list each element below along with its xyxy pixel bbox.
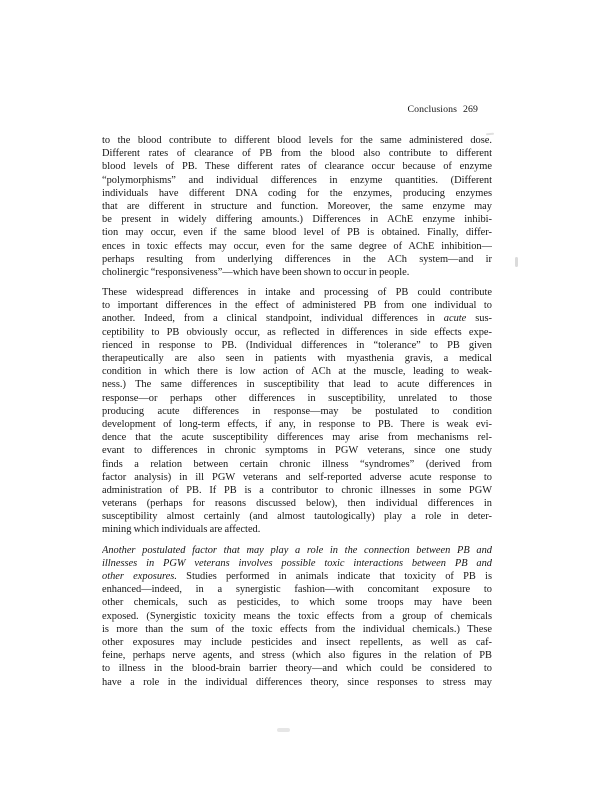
text-line: individuals have different DNA coding for the enzymes, producing enzymes [102,187,492,199]
text-line: ness.) The same differences in susceptibility that lead to acute differences in [102,379,492,391]
paragraph [102,134,492,279]
text-line: finds a relation between certain chronic illness “syndromes” (derived from [102,458,492,470]
text-line: condition in which there is low action of ACh at the muscle, leading to weak- [102,366,492,378]
text-line: These widespread differences in intake and processing of PB could contribute [102,287,492,299]
plain-text: another. Indeed, from a clinical standpoint, individual differences in [102,313,444,325]
text-line [102,557,492,570]
text-line: to illness in the blood-brain barrier theory—and which could be considered to [102,663,492,675]
page-number: 269 [463,104,478,115]
text-line: tion may occur, even if the same blood level of PB is obtained. Finally, differ- [102,227,492,239]
text-line: ences in toxic effects may occur, even for the same degree of AChE inhibition— [102,240,492,252]
scan-artifact-bottom [277,728,290,732]
scan-artifact-smudge [515,257,518,267]
text-line: administration of PB. If PB is a contributor to chronic illnesses in some PGW [102,484,492,496]
text-line: ceptibility to PB obviously occur, as reflected in differences in side effects expe- [102,326,492,338]
italic-text: Another postulated factor that may play a role in the connection between PB and [102,544,492,556]
text-line: “polymorphisms” and individual differences in enzyme quantities. (Different [102,174,492,186]
text-line: mining which individuals are affected. [102,524,261,536]
text-line: enhanced—indeed, in a synergistic fashion—with concomitant exposure to [102,584,492,596]
italic-text: illnesses in PGW veterans involves possible toxic interactions between PB and [102,557,492,569]
text-line: is more than the sum of the toxic effects from the individual chemicals.) These [102,623,492,635]
text-line: therapeutically are also seen in patients with myasthenia gravis, a medical [102,353,492,364]
text-line: have a role in the individual differences theory, since responses to stress may [102,676,492,688]
text-line: other exposures may include pesticides and insect repellents, as well as caf- [102,636,492,648]
text-line [102,570,492,583]
italic-text: other exposures. [102,571,177,582]
scan-artifact-dash [486,133,494,136]
text-line: perhaps resulting from underlying differences in the ACh system—and ir [102,253,492,265]
running-head-title: Conclusions [407,104,457,115]
text-line: cholinergic “responsiveness”—which have been shown to occur in people. [102,266,410,278]
text-line: Different rates of clearance of PB from the blood also contribute to different [102,148,492,160]
text-line: feine, perhaps nerve agents, and stress (which also figures in the relation of PB [102,650,492,662]
text-line: producing acute differences in response—may be postulated to condition [102,405,492,417]
paragraph [102,544,492,689]
text-line: be present in widely differing amounts.) Differences in AChE enzyme inhibi- [102,214,492,226]
text-line: veterans (perhaps for reasons discussed below), then individual differences in [102,498,492,510]
text-line: exposed. (Synergistic toxicity means the toxic effects from a group of chemicals [102,610,492,622]
text-line: dence that the acute susceptibility differences may arise from mechanisms rel- [102,432,492,444]
italic-text: acute [443,313,467,325]
text-line: to important differences in the effect of administered PB from one individual to [102,300,492,312]
text-line: blood levels of PB. These different rates of clearance occur because of enzyme [102,161,492,173]
plain-text: sus- [466,313,492,325]
plain-text: Studies performed in animals indicate that toxicity of PB is [176,571,492,582]
text-line: factor analysis) in ill PGW veterans and self-reported adverse acute response to [102,471,492,483]
running-header [102,104,478,116]
text-line: that are different in structure and function. Moreover, the same enzyme may [102,200,492,212]
body-text [102,134,492,696]
text-line: other chemicals, such as pesticides, to which some troops may have been [102,597,492,609]
text-line: evant to differences in chronic symptoms in PGW veterans, since one study [102,445,492,457]
text-line: development of long-term effects, if any, in response to PB. There is weak evi- [102,418,492,430]
paragraph [102,286,492,537]
text-line: response—or perhaps other differences in susceptibility, unrelated to those [102,392,492,404]
text-line: rienced in response to PB. (Individual differences in “tolerance” to PB given [102,339,492,351]
text-line: susceptibility almost certainly (and almost tautologically) play a role in deter- [102,511,492,523]
text-line: to the blood contribute to different blood levels for the same administered dose. [102,135,492,146]
text-line [102,544,492,557]
text-line [102,312,492,325]
